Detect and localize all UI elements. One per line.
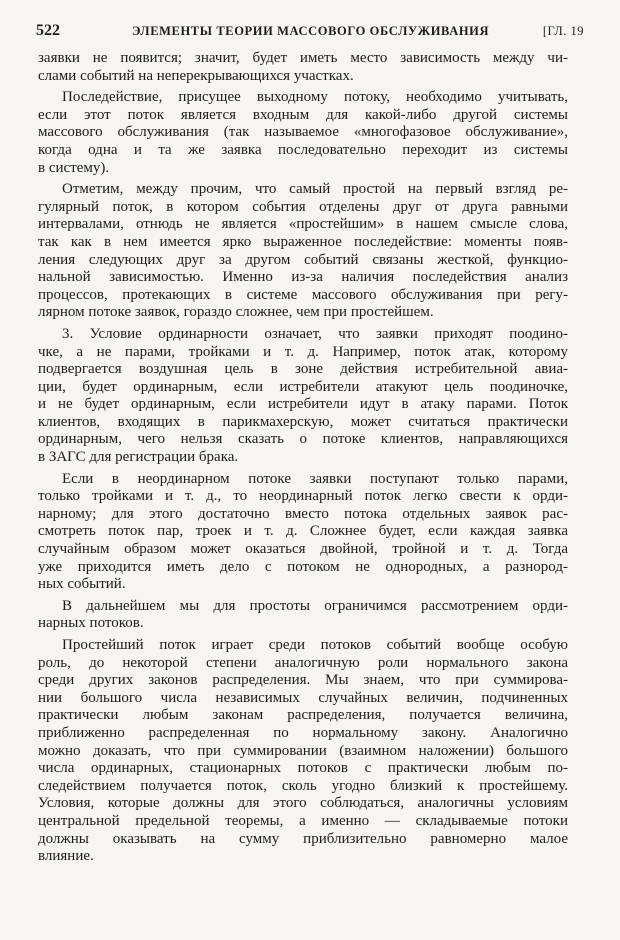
text-line: числа ординарных, стационарных потоков с практически любым по- (38, 760, 568, 777)
text-line: заявки не появится; значит, будет иметь место зависимость между чи- (38, 50, 568, 66)
text-line: процессов, протекающих в системе массового обслуживания при регу- (38, 286, 568, 303)
text-line: только тройками и т. д., то неординарный поток легко свести к орди- (38, 488, 568, 505)
text-line: В дальнейшем мы для простоты ограничимся рассмотрением орди- (62, 597, 568, 614)
text-line: и не будет ординарным, если истребители идут в атаку парами. Поток (38, 396, 568, 413)
paragraph (38, 50, 568, 85)
text-line: практически любым законам распределения, получается величина, (38, 707, 568, 724)
text-line: ординарным, чего нельзя сказать о потоке клиентов, направляющихся (38, 431, 568, 448)
paragraph (38, 89, 568, 177)
text-line: влияние. (38, 848, 94, 865)
text-line: среди других законов распределения. Мы знаем, что при суммирова- (38, 672, 568, 689)
chapter-reference: [ГЛ. 19 (542, 24, 584, 38)
text-line: уже приходится иметь дело с потоком не однородных, а разнород- (38, 558, 568, 575)
text-line: должны оказывать на сумму приблизительно равномерно малое (38, 830, 568, 847)
text-line: подвергается воздушная цель в зоне действия истребительной авиа- (38, 361, 568, 378)
text-line: когда одна и та же заявка последовательно переходит из системы (38, 141, 568, 158)
text-line: нальной зависимостью. Именно из-за наличия последействия анализ (38, 269, 568, 286)
page-header (36, 22, 584, 44)
text-line: Отметим, между прочим, что самый простой на первый взгляд ре- (62, 181, 568, 198)
text-line: приближенно распределенная по нормальному закону. Аналогично (38, 724, 568, 741)
text-line: нарных потоков. (38, 615, 144, 632)
text-line: смотреть поток пар, троек и т. д. Сложнее будет, если каждая заявка (38, 523, 568, 540)
text-line: нии большого числа независимых случайных величин, подчиненных (38, 689, 568, 706)
text-line: нарному; для этого достаточно вместо потока отдельных заявок рас- (38, 505, 568, 522)
paragraph (38, 598, 568, 633)
text-line: центральной предельной теоремы, а именно — складываемые потоки (38, 812, 568, 829)
text-line: ции, будет ординарным, если истребители атакуют цель поодиночке, (38, 378, 568, 395)
text-line: клиентов, входящих в парикмахерскую, может считаться практически (38, 413, 568, 430)
text-line: ных событий. (38, 576, 126, 593)
text-line: Последействие, присущее выходному потоку, необходимо учитывать, (62, 89, 568, 106)
text-line: чке, а не парами, тройками и т. д. Например, поток атак, которому (38, 343, 568, 360)
paragraph (38, 181, 568, 322)
text-line: так как в нем имеется ярко выраженное последействие: моменты появ- (38, 233, 568, 250)
text-line: если этот поток является входным для какой-либо другой системы (38, 106, 568, 123)
text-line: 3. Условие ординарности означает, что заявки приходят поодино- (62, 325, 568, 342)
text-line: роль, до некоторой степени аналогичную роли нормального закона (38, 654, 568, 671)
body-text (38, 50, 568, 866)
text-line: слами событий на неперекрывающихся участках. (38, 67, 354, 84)
text-line: гулярный поток, в котором события отделены друг от друга равными (38, 198, 568, 215)
running-title: ЭЛЕМЕНТЫ ТЕОРИИ МАССОВОГО ОБСЛУЖИВАНИЯ (132, 24, 490, 38)
text-line: в систему). (38, 159, 110, 176)
text-line: Простейший поток играет среди потоков событий вообще особую (62, 637, 568, 653)
page-number: 522 (36, 22, 60, 39)
paragraph (38, 471, 568, 594)
text-line: Если в неординарном потоке заявки поступают только парами, (62, 470, 568, 487)
text-line: массового обслуживания (так называемое «многофазовое обслуживание», (38, 124, 568, 141)
text-line: интервалами, отнюдь не является «простейшим» в нашем смысле слова, (38, 216, 568, 233)
text-line: в ЗАГС для регистрации брака. (38, 449, 239, 466)
text-line: следействием получается поток, сколь угодно близкий к простейшему. (38, 777, 568, 794)
paragraph (38, 637, 568, 866)
text-line: лярном потоке заявок, гораздо сложнее, чем при простейшем. (38, 304, 434, 321)
text-line: ления следующих друг за другом событий связаны жесткой, функцио- (38, 251, 568, 268)
text-line: случайным образом может оказаться двойной, тройной и т. д. Тогда (38, 541, 568, 558)
text-line: можно доказать, что при суммировании (взаимном наложении) большого (38, 742, 568, 759)
text-line: Условия, которые должны для этого соблюдаться, аналогичны условиям (38, 795, 568, 812)
paragraph (38, 326, 568, 467)
